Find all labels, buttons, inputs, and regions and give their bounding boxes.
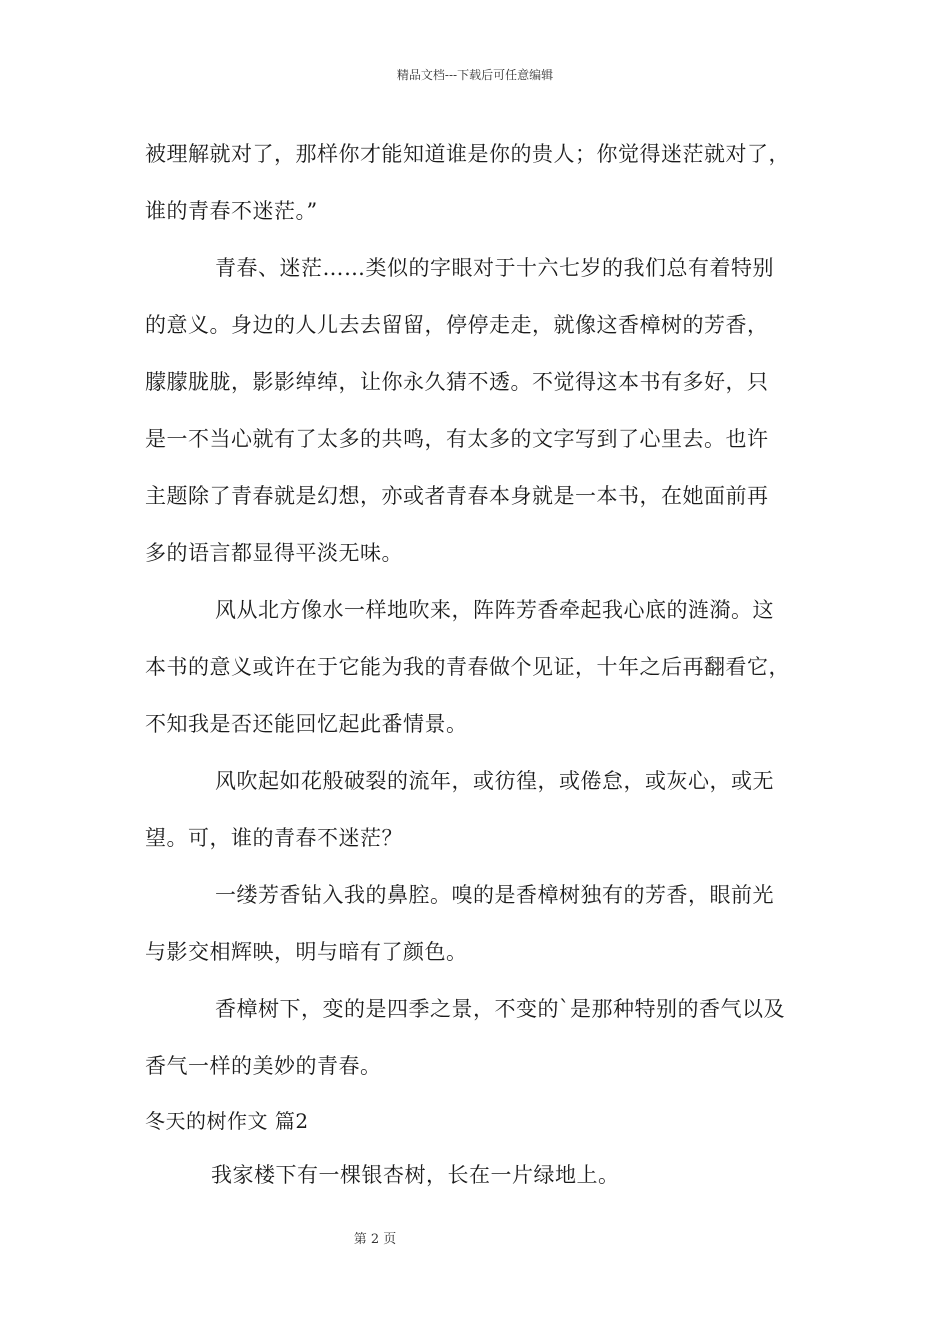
page-number: 第 2 页 — [353, 1232, 397, 1247]
page-header: 精品文档---下载后可任意编辑 — [396, 68, 554, 82]
text-line: 香气一样的美妙的青春。 — [145, 1054, 382, 1078]
paragraph-start-line: 香樟树下，变的是四季之景，不变的`是那种特别的香气以及 — [215, 997, 785, 1021]
paragraph-start-line: 我家楼下有一棵银杏树，长在一片绿地上。 — [211, 1163, 620, 1187]
text-line: 主题除了青春就是幻想，亦或者青春本身就是一本书，在她面前再 — [145, 484, 769, 508]
text-line: 本书的意义或许在于它能为我的青春做个见证，十年之后再翻看它， — [145, 655, 790, 679]
text-line: 谁的青春不迷茫。” — [145, 199, 318, 223]
text-line: 的意义。身边的人儿去去留留，停停走走，就像这香樟树的芳香， — [145, 313, 769, 337]
text-line: 多的语言都显得平淡无味。 — [145, 541, 403, 565]
text-line: 与影交相辉映，明与暗有了颜色。 — [145, 940, 468, 964]
paragraph-start-line: 一缕芳香钻入我的鼻腔。嗅的是香樟树独有的芳香，眼前光 — [215, 883, 774, 907]
text-line: 被理解就对了，那样你才能知道谁是你的贵人；你觉得迷茫就对了， — [145, 142, 790, 166]
paragraph-start-line: 风吹起如花般破裂的流年，或彷徨，或倦怠，或灰心，或无 — [215, 769, 774, 793]
text-line: 不知我是否还能回忆起此番情景。 — [145, 712, 468, 736]
paragraph-start-line: 青春、迷茫……类似的字眼对于十六七岁的我们总有着特别 — [215, 256, 774, 280]
document-body — [145, 126, 813, 1204]
paragraph-start-line: 风从北方像水一样地吹来，阵阵芳香牵起我心底的涟漪。这 — [215, 598, 774, 622]
text-line: 朦朦胧胧，影影绰绰，让你永久猜不透。不觉得这本书有多好，只 — [145, 370, 769, 394]
section-heading: 冬天的树作文 篇2 — [145, 1109, 309, 1133]
text-line: 是一不当心就有了太多的共鸣，有太多的文字写到了心里去。也许 — [145, 427, 769, 451]
text-line: 望。可，谁的青春不迷茫？ — [145, 826, 403, 850]
